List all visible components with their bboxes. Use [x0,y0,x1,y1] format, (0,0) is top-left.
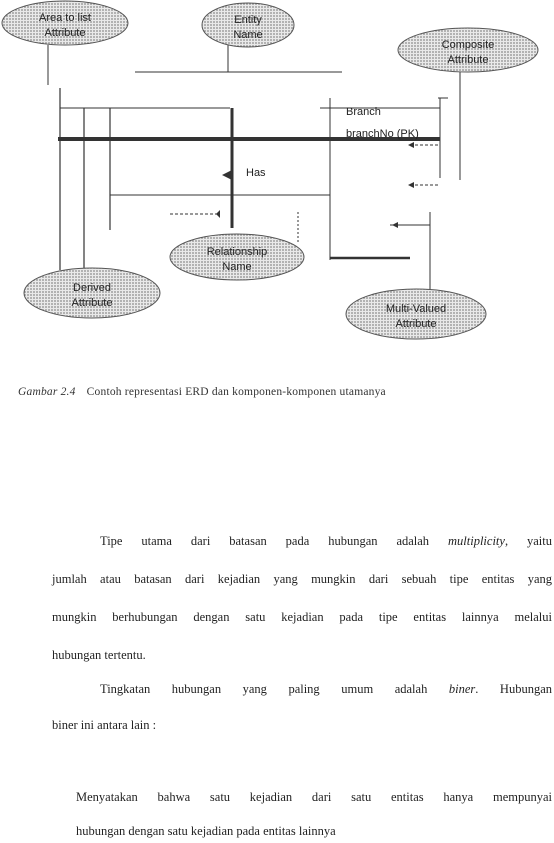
oval-entity-name-line1: Entity [234,14,262,26]
p2-term-biner: biner [448,682,476,696]
oval-composite-line2: Attribute [447,54,489,66]
p1-line1-end: , yaitu [504,534,552,548]
p2-line1-start: Tingkatan hubungan yang paling umum adalah [100,682,428,696]
paragraph-3-line-1: Menyatakan bahwa satu kejadian dari satu entitas hanya mempunyai [76,790,552,804]
branch-label: Branch [346,106,381,118]
oval-multi-valued-line1: Multi-Valued [385,303,447,315]
oval-composite-line1: Composite [441,39,495,51]
oval-relationship-line1: Relationship [206,246,268,258]
oval-area-to-list [2,1,128,45]
oval-relationship-line2: Name [222,261,252,273]
p1-term-multiplicity: multiplicity [448,534,505,548]
paragraph-1-line-2: jumlah atau batasan dari kejadian yang mungkin dari sebuah tipe entitas yang [52,572,552,586]
figure-caption-text: Contoh representasi ERD dan komponen-komponen utamanya [86,386,386,398]
figure-caption-label: Gambar 2.4 [18,386,76,398]
oval-derived-attribute [24,268,160,318]
oval-derived-line1: Derived [73,282,111,294]
paragraph-1-line-1 [100,534,552,549]
paragraph-1-line-3: mungkin berhubungan dengan satu kejadian pada tipe entitas lainnya melalui [52,610,552,624]
arrow-heads [216,142,414,228]
paragraph-2-line-2: biner ini antara lain : [52,718,157,732]
p2-line1-end: . Hubungan [475,682,553,696]
oval-entity-name-line2: Name [233,29,263,41]
oval-relationship-name [170,234,304,280]
p1-line1-start: Tipe utama dari batasan pada hubungan adalah [100,534,430,548]
oval-derived-line2: Attribute [71,297,113,309]
paragraph-2-line-1 [100,682,552,697]
oval-multi-valued-attribute [346,289,486,339]
oval-entity-name [202,3,294,47]
has-label: Has [246,167,266,179]
paragraph-1-line-4: hubungan tertentu. [52,648,146,662]
oval-multi-valued-line2: Attribute [395,318,437,330]
primary-key-label: branchNo (PK) [346,128,419,140]
paragraph-3-line-2: hubungan dengan satu kejadian pada entitas lainnya [76,824,336,838]
erd-figure [0,0,554,370]
oval-area-to-list-line2: Attribute [44,27,86,39]
oval-area-to-list-line1: Area to list [39,12,91,24]
figure-caption [18,386,548,398]
oval-composite-attribute [398,28,538,72]
